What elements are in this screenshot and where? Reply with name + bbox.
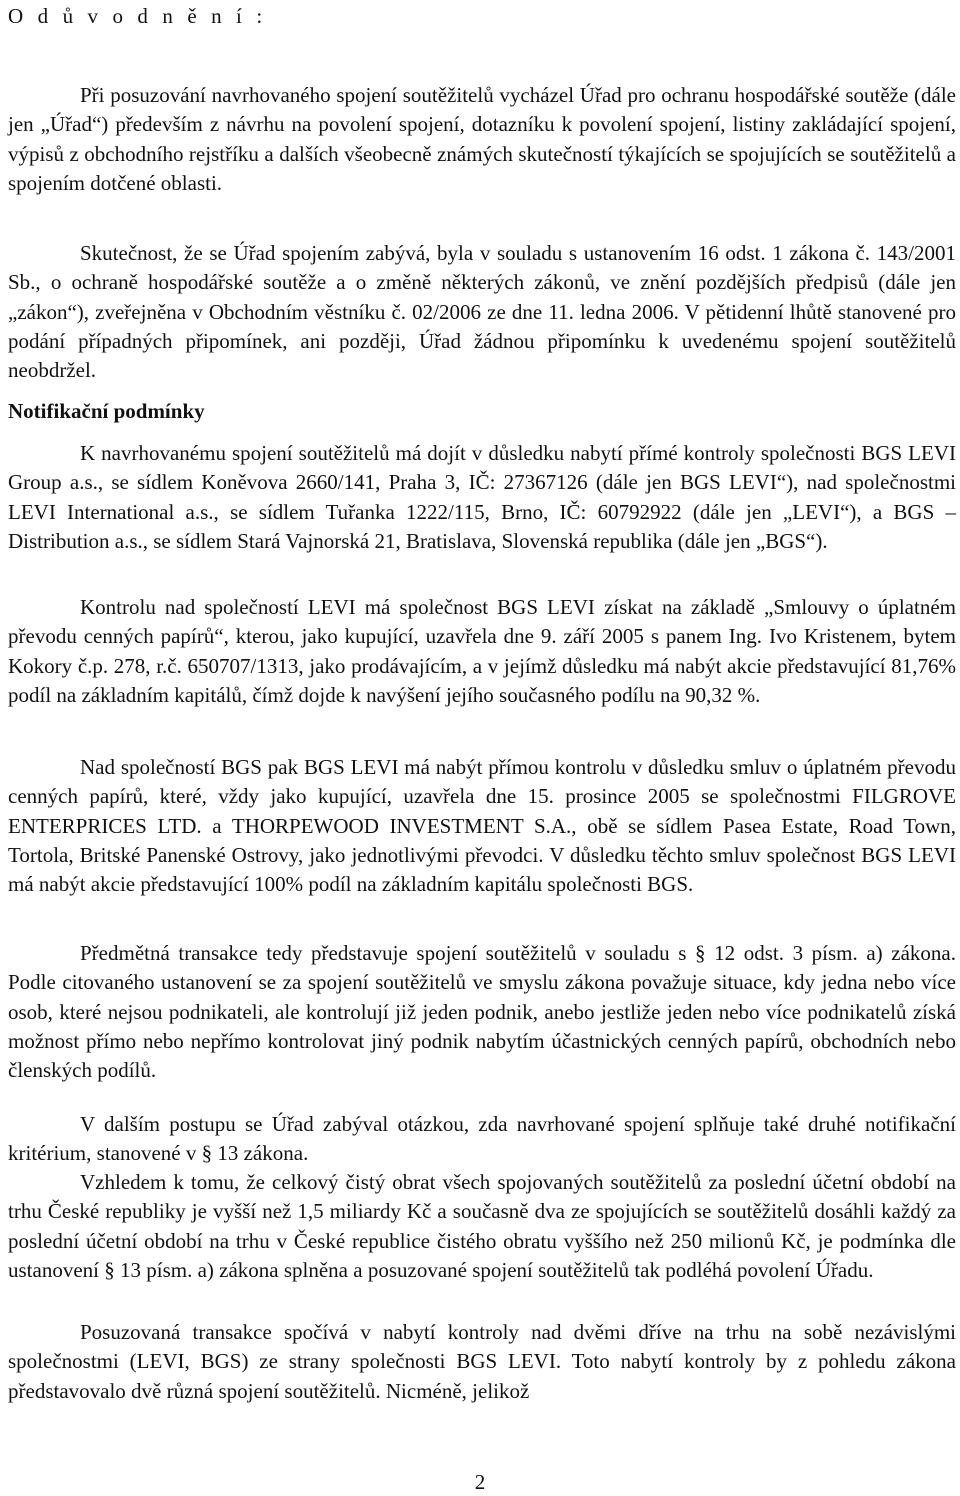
paragraph-levi-control: Kontrolu nad společností LEVI má společnost BGS LEVI získat na základě „Smlouvy o úplatném převodu cenných papírů“, kterou, jako kupující, uzavřela dne 9. září 2005 s panem Ing. Ivo Kristenem, bytem Kokory č.p. 278, r.č. 650707/1313, jako prodávajícím, a v jejímž důsledku má nabýt akcie představující 81,76% podíl na základním kapitálů, čímž dojde k navýšení jejího současného podílu na 90,32 %. <box>8 595 956 707</box>
paragraph-turnover: Vzhledem k tomu, že celkový čistý obrat všech spojovaných soutěžitelů za poslední účetní období na trhu České republiky je vyšší než 1,5 miliardy Kč a současně dva ze spojujících se soutěžitelů dosáhli každý za poslední účetní období na trhu v České republice čistého obratu vyššího než 250 milionů Kč, je podmínka dle ustanovení § 13 písm. a) zákona splněna a posuzované spojení soutěžitelů tak podléhá povolení Úřadu. <box>8 1170 956 1282</box>
paragraph-second-criterion: V dalším postupu se Úřad zabýval otázkou, zda navrhované spojení splňuje také druhé notifikační kritérium, stanovené v § 13 zákona. <box>8 1112 956 1166</box>
paragraph-bgs-control: Nad společností BGS pak BGS LEVI má nabýt přímou kontrolu v důsledku smluv o úplatném převodu cenných papírů, které, vždy jako kupující, uzavřela dne 15. prosince 2005 se společnostmi FILGROVE ENTERPRICES LTD. a THORPEWOOD INVESTMENT S.A., obě se sídlem Pasea Estate, Road Town, Tortola, Britské Panenské Ostrovy, jako jednotlivými převodci. V důsledku těchto smluv společnost BGS LEVI má nabýt akcie představující 100% podíl na základním kapitálu společnosti BGS. <box>8 755 956 897</box>
section-heading-notification: Notifikační podmínky <box>8 399 205 423</box>
paragraph-merger-parties: K navrhovanému spojení soutěžitelů má dojít v důsledku nabytí přímé kontroly společnosti BGS LEVI Group a.s., se sídlem Koněvova 2660/141, Praha 3, IČ: 27367126 (dále jen BGS LEVI“), nad společnostmi LEVI International a.s., se sídlem Tuřanka 1222/115, Brno, IČ: 60792922 (dále jen „LEVI“), a BGS – Distribution a.s., se sídlem Stará Vajnorská 21, Bratislava, Slovenská republika (dále jen „BGS“). <box>8 441 956 553</box>
paragraph-transaction-definition: Předmětná transakce tedy představuje spojení soutěžitelů v souladu s § 12 odst. 3 písm. a) zákona. Podle citovaného ustanovení se za spojení soutěžitelů ve smyslu zákona považuje situace, kdy jedna nebo více osob, které nejsou podnikateli, ale kontrolují již jeden podnik, anebo jestliže jeden nebo více podnikatelů získá možnost přímo nebo nepřímo kontrolovat jiný podnik nabytím účastnických cenných papírů, obchodních nebo členských podílů. <box>8 941 956 1083</box>
paragraph-assessment-basis: Při posuzování navrhovaného spojení soutěžitelů vycházel Úřad pro ochranu hospodářské soutěže (dále jen „Úřad“) především z návrhu na povolení spojení, dotazníku k povolení spojení, listiny zakládající spojení, výpisů z obchodního rejstříku a dalších všeobecně známých skutečností týkajících se spojujících se soutěžitelů a spojením dotčené oblasti. <box>8 83 956 195</box>
paragraph-assessed-transaction: Posuzovaná transakce spočívá v nabytí kontroly nad dvěmi dříve na trhu na sobě nezávislými společnostmi (LEVI, BGS) ze strany společnosti BGS LEVI. Toto nabytí kontroly by z pohledu zákona představovalo dvě různá spojení soutěžitelů. Nicméně, jelikož <box>8 1320 956 1403</box>
paragraph-publication: Skutečnost, že se Úřad spojením zabývá, byla v souladu s ustanovením 16 odst. 1 zákona č. 143/2001 Sb., o ochraně hospodářské soutěže a o změně některých zákonů, ve znění pozdějších předpisů (dále jen „zákon“), zveřejněna v Obchodním věstníku č. 02/2006 ze dne 11. ledna 2006. V pětidenní lhůtě stanovené pro podání případných připomínek, ani později, Úřad žádnou připomínku k uvedenému spojení soutěžitelů neobdržel. <box>8 241 956 383</box>
page-number: 2 <box>474 1470 486 1494</box>
reasoning-heading: O d ů v o d n ě n í : <box>8 4 267 28</box>
